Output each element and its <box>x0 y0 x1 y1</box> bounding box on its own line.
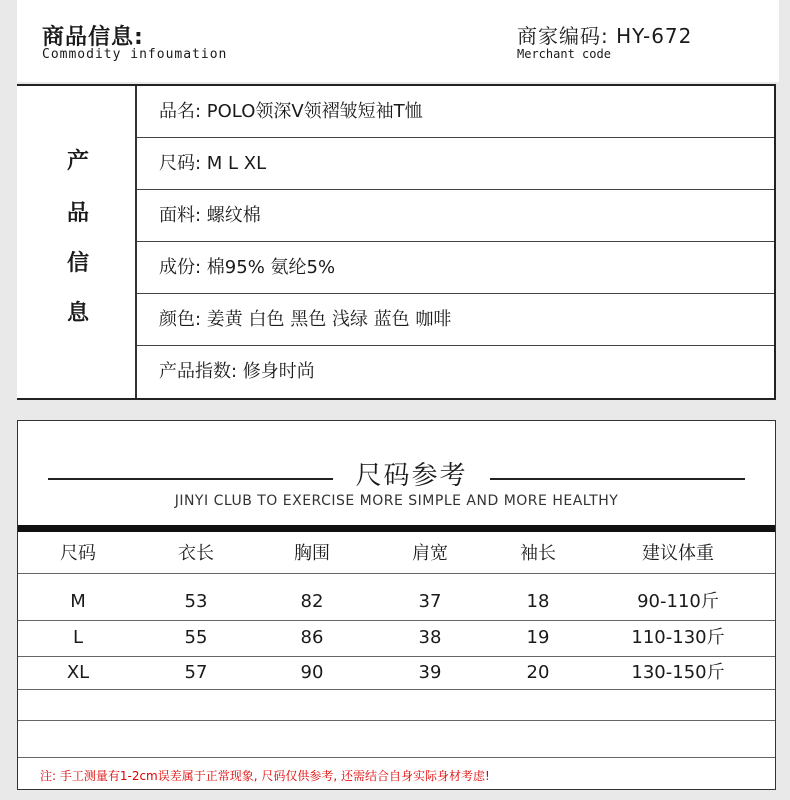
shoulder-cell: 39 <box>418 662 442 683</box>
sleeve-cell: 20 <box>526 662 550 683</box>
length-cell: 57 <box>184 662 208 683</box>
header-divider-bar <box>18 525 775 532</box>
table-row <box>18 584 775 620</box>
size-cell: L <box>72 627 84 648</box>
size-reference-subtitle: JINYI CLUB TO EXERCISE MORE SIMPLE AND MORE HEALTHY <box>174 493 619 509</box>
column-header: 尺码 <box>60 543 96 564</box>
product-size-row: 尺码: M L XL <box>137 138 774 190</box>
measurement-note: 注: 手工测量有1-2cm误差属于正常现象, 尺码仅供参考, 还需结合自身实际身材考虑! <box>40 769 490 783</box>
size-reference-title: 尺码参考 <box>355 461 468 491</box>
product-composition-row: 成份: 棉95% 氨纶5% <box>137 242 774 294</box>
chest-cell: 86 <box>300 627 324 648</box>
chest-cell: 90 <box>300 662 324 683</box>
title-rule-left <box>48 478 333 480</box>
column-header: 袖长 <box>520 543 556 564</box>
merchant-code-label: Merchant code <box>517 47 611 61</box>
column-header: 胸围 <box>294 543 330 564</box>
length-cell: 53 <box>184 591 208 612</box>
product-name-row: 品名: POLO领深V领褶皱短袖T恤 <box>137 86 774 138</box>
size-reference-panel <box>17 420 776 790</box>
product-info-table <box>17 84 776 400</box>
row-divider <box>18 573 775 574</box>
product-info-side-label <box>17 86 137 398</box>
commodity-info-subtitle: Commodity infoumation <box>42 47 228 62</box>
side-label-char: 品 <box>67 201 90 226</box>
length-cell: 55 <box>184 627 208 648</box>
commodity-header <box>17 0 779 82</box>
column-header: 建议体重 <box>642 543 714 564</box>
commodity-info-title: 商品信息: <box>42 25 144 50</box>
size-table-header <box>18 536 775 572</box>
title-rule-right <box>490 478 745 480</box>
product-fabric-row: 面料: 螺纹棉 <box>137 190 774 242</box>
size-cell: M <box>70 591 86 612</box>
column-header: 肩宽 <box>412 543 448 564</box>
shoulder-cell: 38 <box>418 627 442 648</box>
row-divider <box>18 757 775 758</box>
side-label-char: 信 <box>67 251 90 276</box>
chest-cell: 82 <box>300 591 324 612</box>
weight-cell: 90-110斤 <box>637 591 719 612</box>
table-row <box>18 620 775 656</box>
product-index-row: 产品指数: 修身时尚 <box>159 361 315 382</box>
side-label-char: 产 <box>67 149 90 174</box>
row-divider <box>18 689 775 690</box>
merchant-code: 商家编码: HY-672 <box>517 24 693 48</box>
sleeve-cell: 18 <box>526 591 550 612</box>
row-divider <box>18 720 775 721</box>
column-header: 衣长 <box>178 543 214 564</box>
side-label-char: 息 <box>67 301 90 326</box>
shoulder-cell: 37 <box>418 591 442 612</box>
product-colors-row: 颜色: 姜黄 白色 黑色 浅绿 蓝色 咖啡 <box>137 294 774 346</box>
weight-cell: 130-150斤 <box>631 662 725 683</box>
size-cell: XL <box>66 662 90 683</box>
table-row <box>18 655 775 691</box>
weight-cell: 110-130斤 <box>631 627 725 648</box>
sleeve-cell: 19 <box>526 627 550 648</box>
